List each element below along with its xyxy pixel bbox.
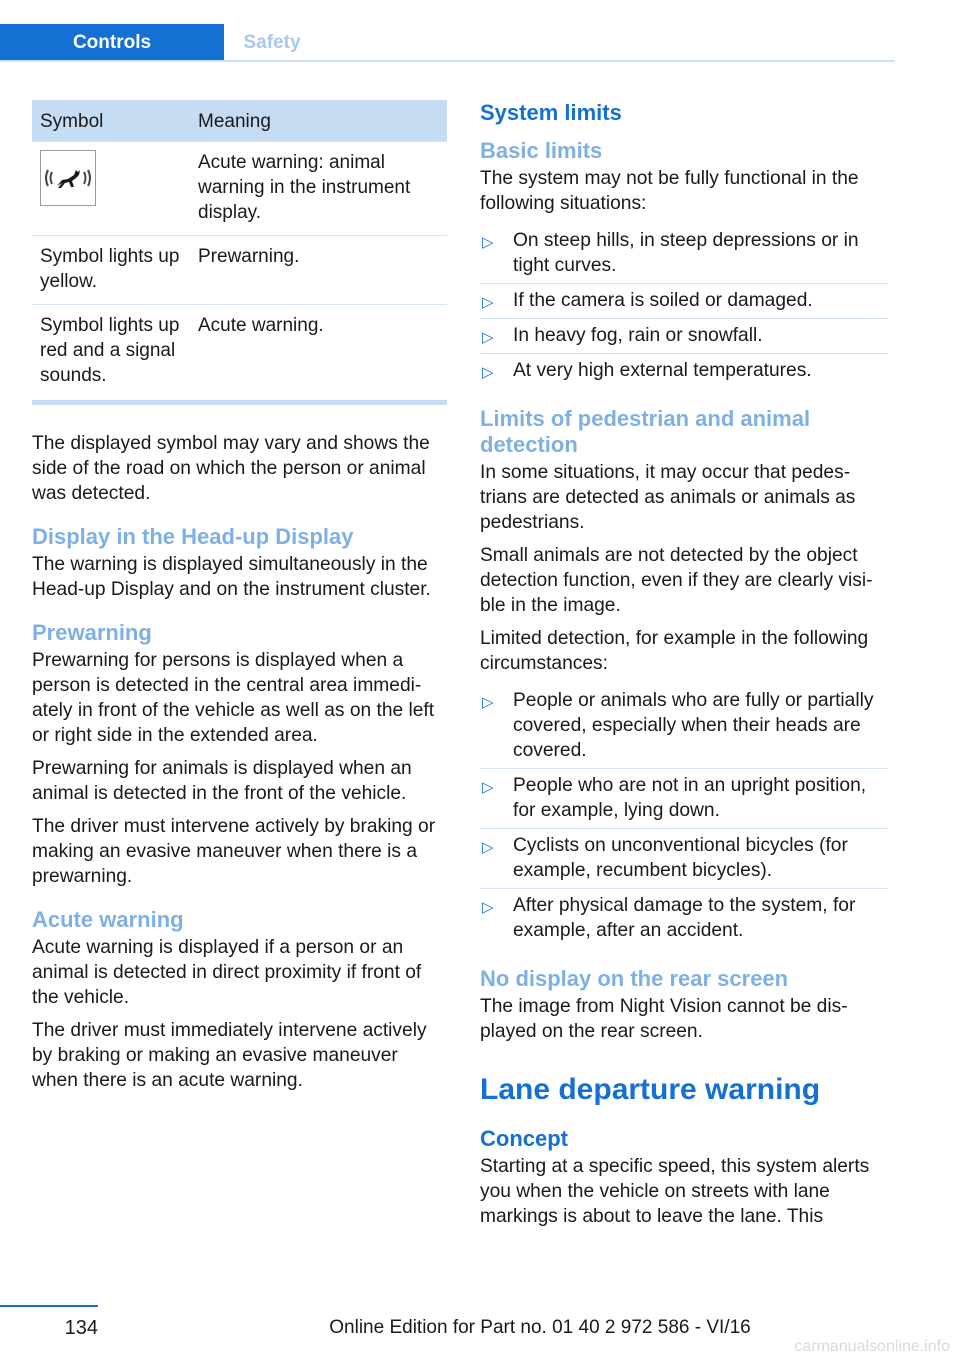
detection-paragraph: In some situations, it may occur that pedestrians are detected as animals or animals as pedestrians.: [480, 462, 856, 533]
list-item: [480, 769, 888, 829]
symbol-cell: Symbol lights up yellow.: [32, 236, 190, 305]
page-number: 134: [64, 1317, 98, 1339]
list-item-text: At very high external temperatures.: [513, 360, 812, 381]
edition-footer: Online Edition for Part no. 01 40 2 972 586 - VI/16: [329, 1317, 751, 1338]
basic-limits-heading: Basic limits: [480, 138, 603, 163]
triangle-bullet-icon: ▷: [482, 234, 494, 251]
detection-paragraph: Small animals are not detected by the object detection function, even if they are clearly visible in the image.: [480, 545, 873, 616]
list-item-text: After physical damage to the system, for example, after an accident.: [513, 895, 856, 941]
table-row: [32, 236, 447, 305]
list-item: [480, 319, 888, 354]
list-item-text: People or animals who are fully or partially covered, especially when their heads are covered.: [513, 690, 874, 761]
list-item: [480, 889, 888, 948]
tab-safety[interactable]: Safety: [243, 32, 301, 53]
lane-departure-heading: Lane departure warning: [480, 1073, 821, 1106]
watermark: carmanualsonline.info: [794, 1338, 950, 1355]
section-tabs: [0, 24, 895, 62]
list-item: [480, 829, 888, 889]
triangle-bullet-icon: ▷: [482, 329, 494, 346]
symbol-table-header: [32, 100, 447, 142]
list-item: [480, 354, 888, 388]
header-symbol: Symbol: [32, 100, 190, 142]
animal-warning-icon: [40, 150, 96, 206]
prewarning-paragraph: The driver must intervene actively by braking or making an evasive maneuver when there is a prewarning.: [32, 816, 436, 887]
list-item: [480, 284, 888, 319]
triangle-bullet-icon: ▷: [482, 779, 494, 796]
symbol-cell: Symbol lights up red and a signal sounds.: [32, 305, 190, 403]
basic-limits-list: [480, 224, 888, 388]
detection-limits-heading: Limits of pedestrian and animal detection: [480, 406, 811, 457]
list-item: [480, 224, 888, 284]
triangle-bullet-icon: ▷: [482, 294, 494, 311]
list-item-text: Cyclists on unconventional bicycles (for example, recumbent bicycles).: [513, 835, 848, 881]
table-row: [32, 305, 447, 403]
tab-divider: [0, 60, 895, 62]
list-item-text: In heavy fog, rain or snowfall.: [513, 325, 763, 346]
header-meaning: Meaning: [190, 100, 447, 142]
detection-limits-list: [480, 684, 888, 948]
detection-paragraph: Limited detection, for example in the following circumstances:: [480, 628, 869, 674]
basic-limits-paragraph: The system may not be fully functional in the following situations:: [480, 168, 859, 214]
page-number-rule: [0, 1305, 98, 1307]
triangle-bullet-icon: ▷: [482, 899, 494, 916]
triangle-bullet-icon: ▷: [482, 839, 494, 856]
tab-controls[interactable]: Controls: [0, 24, 224, 62]
meaning-cell: Acute warning.: [190, 305, 447, 403]
concept-paragraph: Starting at a specific speed, this system alerts you when the vehicle on streets with lane markings is about to leave the lane. This: [480, 1156, 870, 1227]
symbol-cell: [32, 142, 190, 236]
list-item: [480, 684, 888, 769]
system-limits-heading: System limits: [480, 100, 622, 125]
triangle-bullet-icon: ▷: [482, 364, 494, 381]
meaning-cell: Acute warning: animal warning in the instrument display.: [190, 142, 447, 236]
list-item-text: People who are not in an upright position, for example, lying down.: [513, 775, 867, 821]
hud-heading: Display in the Head-up Display: [32, 524, 354, 549]
acute-warning-paragraph: Acute warning is displayed if a person or an animal is detected in direct proximity if front of the vehicle.: [32, 937, 422, 1008]
symbol-table: [32, 100, 447, 405]
prewarning-paragraph: Prewarning for animals is displayed when an animal is detected in the front of the vehicle.: [32, 758, 412, 804]
acute-warning-heading: Acute warning: [32, 907, 184, 932]
concept-heading: Concept: [480, 1126, 568, 1151]
meaning-cell: Prewarning.: [190, 236, 447, 305]
rear-screen-paragraph: The image from Night Vision cannot be displayed on the rear screen.: [480, 996, 848, 1042]
rear-screen-heading: No display on the rear screen: [480, 966, 789, 991]
right-column: [480, 100, 888, 1237]
intro-paragraph: The displayed symbol may vary and shows the side of the road on which the person or animal was detected.: [32, 433, 430, 504]
hud-paragraph: The warning is displayed simultaneously in the Head-up Display and on the instrument cluster.: [32, 554, 431, 600]
prewarning-heading: Prewarning: [32, 620, 152, 645]
table-row: [32, 142, 447, 236]
prewarning-paragraph: Prewarning for persons is displayed when a person is detected in the central area immediately in front of the vehicle as well as on the left or right side in the extended area.: [32, 650, 435, 746]
left-column: [32, 100, 447, 1101]
acute-warning-paragraph: The driver must immediately intervene actively by braking or making an evasive maneuver when there is an acute warning.: [32, 1020, 427, 1091]
list-item-text: If the camera is soiled or damaged.: [513, 290, 813, 311]
list-item-text: On steep hills, in steep depressions or in tight curves.: [513, 230, 859, 276]
triangle-bullet-icon: ▷: [482, 694, 494, 711]
